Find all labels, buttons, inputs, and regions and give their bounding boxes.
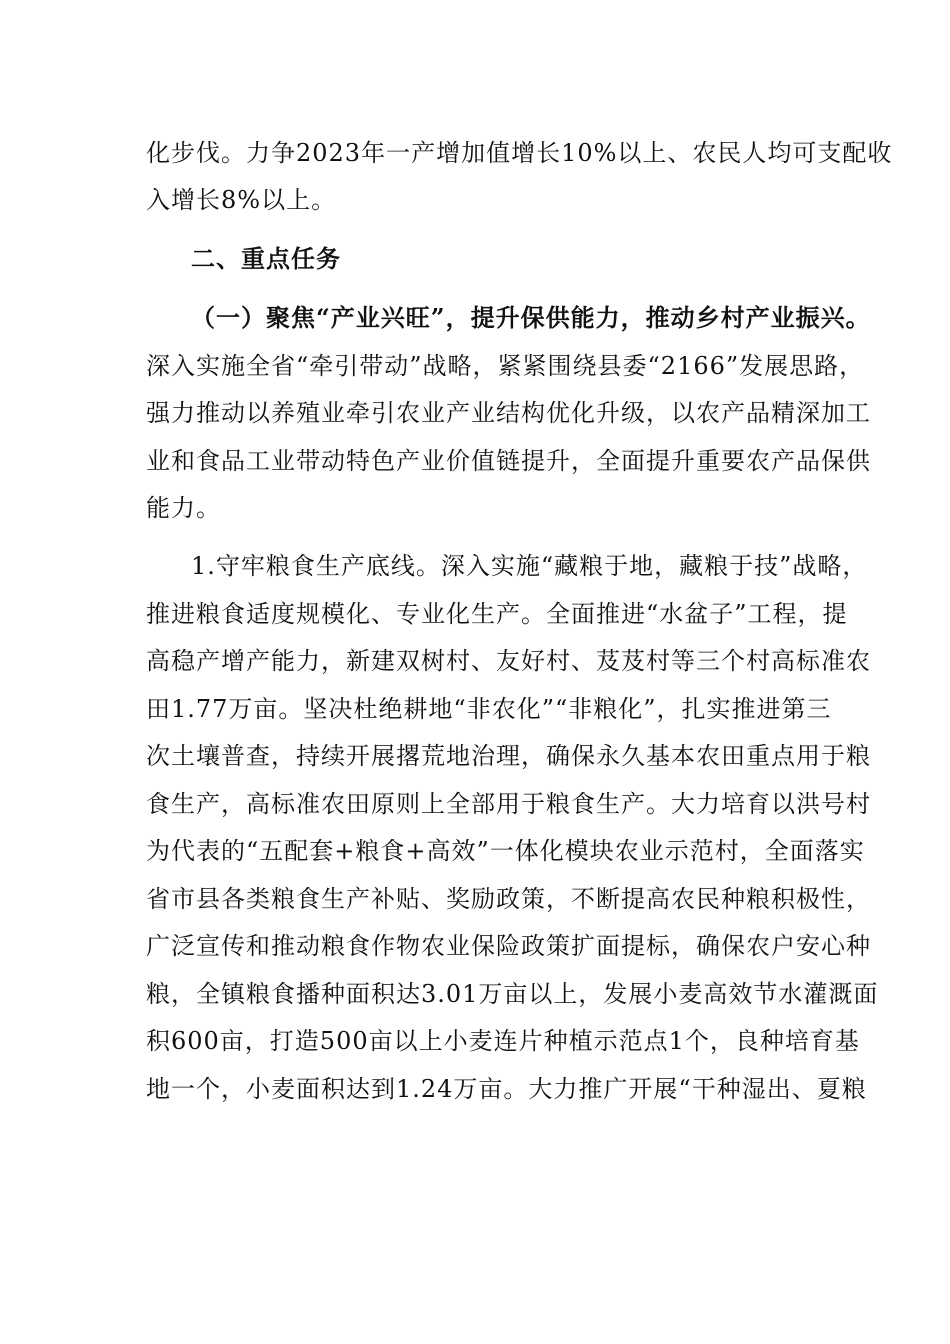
section-heading: 二、重点任务: [191, 244, 341, 273]
body-text-line: 1.守牢粮食生产底线。深入实施“藏粮于地，藏粮于技”战略，: [191, 552, 868, 580]
body-text-line: 广泛宣传和推动粮食作物农业保险政策扩面提标，确保农户安心种: [146, 932, 871, 960]
body-text-line: 业和食品工业带动特色产业价值链提升，全面提升重要农产品保供: [146, 447, 871, 475]
body-text-line: 食生产，高标准农田原则上全部用于粮食生产。大力培育以洪号村: [146, 790, 871, 818]
body-text-line: 地一个，小麦面积达到1.24万亩。大力推广开展“干种湿出、夏粮: [146, 1075, 867, 1103]
body-text-line: 省市县各类粮食生产补贴、奖励政策，不断提高农民种粮积极性，: [146, 885, 871, 913]
body-text-line: 深入实施全省“牵引带动”战略，紧紧围绕县委“2166”发展思路，: [146, 352, 865, 380]
body-text-line: 粮，全镇粮食播种面积达3.01万亩以上，发展小麦高效节水灌溉面: [146, 980, 879, 1008]
body-text-line: 积600亩，打造500亩以上小麦连片种植示范点1个，良种培育基: [146, 1027, 860, 1055]
body-text-line: 强力推动以养殖业牵引农业产业结构优化升级，以农产品精深加工: [146, 399, 871, 427]
body-text-line: 田1.77万亩。坚决杜绝耕地“非农化”“非粮化”，扎实推进第三: [146, 695, 832, 723]
subsection-heading: （一）聚焦“产业兴旺”，提升保供能力，推动乡村产业振兴。: [191, 303, 871, 332]
body-text-line: 为代表的“五配套+粮食+高效”一体化模块农业示范村，全面落实: [146, 837, 865, 865]
body-text-line: 推进粮食适度规模化、专业化生产。全面推进“水盆子”工程，提: [146, 600, 848, 628]
body-text-line: 能力。: [146, 494, 221, 522]
body-text-line: 高稳产增产能力，新建双树村、友好村、芨芨村等三个村高标准农: [146, 647, 871, 675]
body-text-line: 化步伐。力争2023年一产增加值增长10%以上、农民人均可支配收: [146, 139, 893, 167]
body-text-line: 次土壤普查，持续开展撂荒地治理，确保永久基本农田重点用于粮: [146, 742, 871, 770]
body-text-line: 入增长8%以上。: [146, 186, 337, 214]
